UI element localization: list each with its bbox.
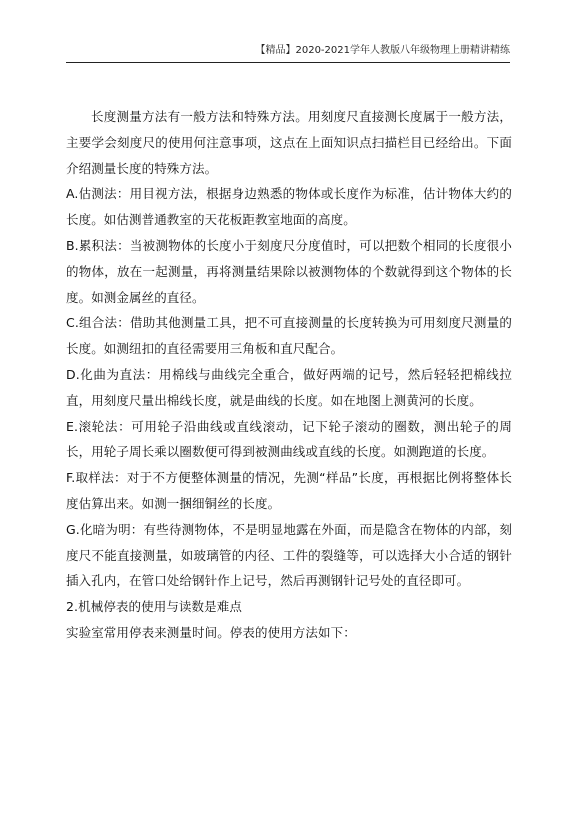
intro-paragraph: 长度测量方法有一般方法和特殊方法。用刻度尺直接测长度属于一般方法，主要学会刻度尺的使用何注意事项，这点在上面知识点扫描栏目已经给出。下面介绍测量长度的特殊方法。 — [66, 109, 512, 176]
section-heading: 2.机械停表的使用与读数是难点 — [66, 599, 242, 615]
method-b-paragraph: B.累积法：当被测物体的长度小于刻度尺分度值时，可以把数个相同的长度很小的物体，放在一起测量，再将测量结果除以被测物体的个数就得到这个物体的长度。如测金属丝的直径。 — [66, 237, 512, 305]
method-a-paragraph: A.估测法：用目视方法，根据身边熟悉的物体或长度作为标准，估计物体大约的长度。如估测普通教室的天花板距教室地面的高度。 — [66, 186, 512, 228]
method-g-paragraph: G.化暗为明：有些待测物体，不是明显地露在外面，而是隐含在物体的内部，刻度尺不能直接测量，如玻璃管的内径、工件的裂缝等，可以选择大小合适的钢针插入孔内，在管口处给钢针作上记号，然后再测钢针记号处的直径即可。 — [66, 521, 512, 589]
page-header: 【精品】2020-2021学年人教版八年级物理上册精讲精练 — [66, 44, 510, 63]
document-body — [66, 104, 512, 646]
method-d-paragraph: D.化曲为直法：用棉线与曲线完全重合，做好两端的记号，然后轻轻把棉线拉直，用刻度尺量出棉线长度，就是曲线的长度。如在地图上测黄河的长度。 — [66, 366, 512, 408]
stopwatch-intro-paragraph: 实验室常用停表来测量时间。停表的使用方法如下： — [66, 624, 356, 640]
method-e-paragraph: E.滚轮法：可用轮子沿曲线或直线滚动，记下轮子滚动的圈数，测出轮子的周长，用轮子周长乘以圈数便可得到被测曲线或直线的长度。如测跑道的长度。 — [66, 418, 512, 460]
method-f-paragraph: F.取样法：对于不方便整体测量的情况，先测“样品”长度，再根据比例将整体长度估算出来。如测一捆细铜丝的长度。 — [66, 470, 512, 511]
method-c-paragraph: C.组合法：借助其他测量工具，把不可直接测量的长度转换为可用刻度尺测量的长度。如测纽扣的直径需要用三角板和直尺配合。 — [66, 315, 512, 357]
